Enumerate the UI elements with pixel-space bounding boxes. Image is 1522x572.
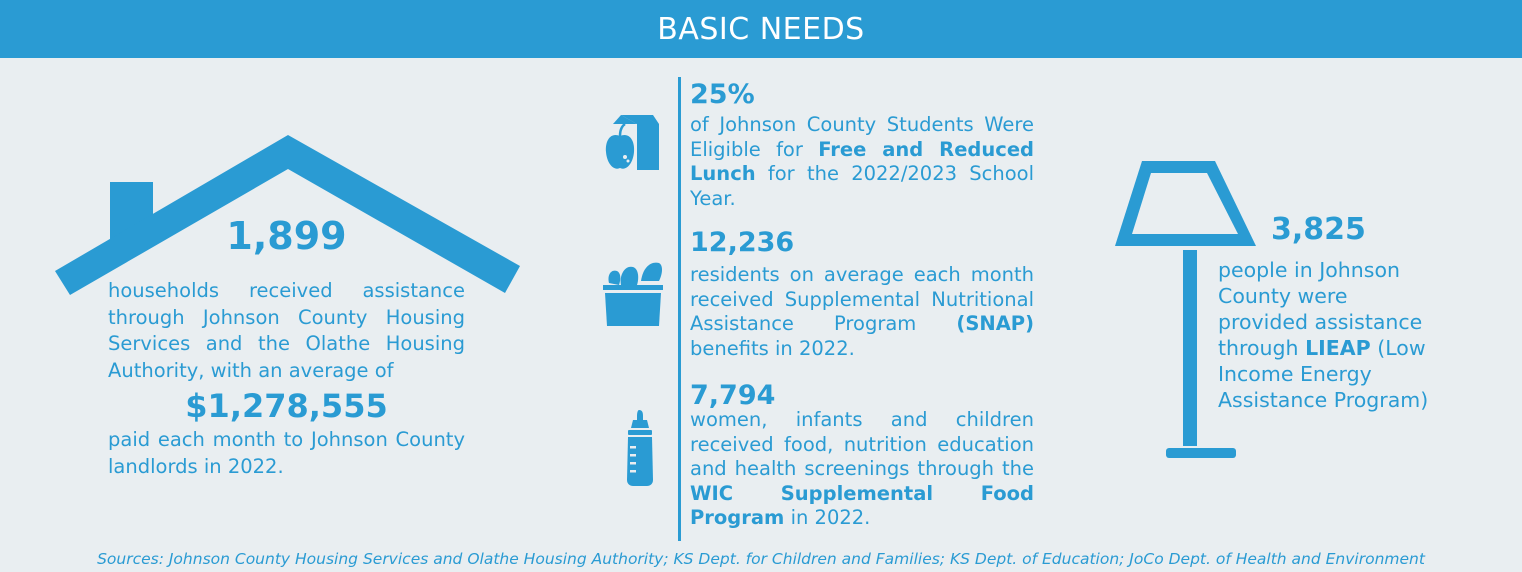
page-title: BASIC NEEDS	[657, 11, 865, 47]
households-description: households received assistance through Johnson County Housing Services and the Olathe Housing Authority, with an average of	[108, 279, 465, 382]
wic-description: women, infants and children received food, nutrition education and health screenings through the WIC Supplemental Food Program in 2022.	[690, 408, 1034, 529]
snap-description: residents on average each month received Supplemental Nutritional Assistance Program (SNAP) benefits in 2022.	[690, 263, 1034, 360]
header-banner	[0, 0, 1522, 58]
households-count: 1,899	[226, 214, 347, 258]
lunch-stat: 25%	[690, 79, 755, 110]
lunch-bag-apple-icon	[603, 112, 667, 174]
snap-stat: 12,236	[690, 227, 795, 258]
baby-bottle-icon	[622, 408, 662, 488]
vertical-divider	[678, 77, 681, 541]
sources-footnote: Sources: Johnson County Housing Services and Olathe Housing Authority; KS Dept. for Children and Families; KS Dept. of Education; JoCo Dept. of Health and Environment	[97, 550, 1425, 568]
amount-description: paid each month to Johnson County landlords in 2022.	[108, 428, 465, 478]
grocery-basket-icon	[601, 259, 667, 329]
energy-description: people in Johnson County were provided assistance through LIEAP (Low Income Energy Assistance Program)	[1218, 258, 1429, 412]
wic-stat: 7,794	[690, 380, 776, 411]
energy-stat: 3,825	[1271, 212, 1366, 247]
lunch-description: of Johnson County Students Were Eligible for Free and Reduced Lunch for the 2022/2023 School Year.	[690, 113, 1035, 210]
average-amount: $1,278,555	[185, 387, 388, 425]
